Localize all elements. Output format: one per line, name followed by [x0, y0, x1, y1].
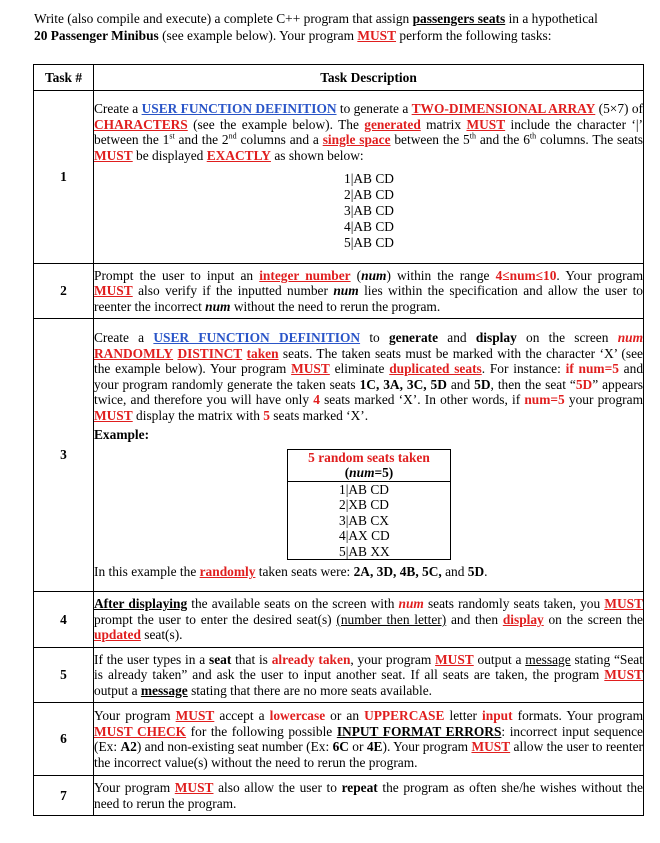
text: ) within the range [386, 267, 496, 283]
task-row-4 [34, 592, 644, 648]
text: letter [444, 708, 483, 723]
text: : incorrect input sequence (Ex: [94, 723, 643, 754]
example-box-seats [288, 481, 451, 560]
text: taken seats were: [255, 564, 354, 580]
emphasis: 5 [263, 407, 270, 423]
text: allow the user to reenter the incorrect value(s) without the need to rerun the program. [94, 739, 644, 770]
text: (see the example below). The [187, 116, 365, 132]
emphasis: MUST [604, 596, 644, 612]
task-row-1 [34, 91, 644, 264]
underlined: message [525, 651, 571, 667]
bold: INPUT FORMAT ERRORS [336, 723, 502, 739]
text: columns and a [236, 132, 323, 147]
text: stating that there are no more seats available. [187, 682, 433, 698]
task-number: 2 [34, 264, 94, 319]
emphasis: USER FUNCTION DEFINITION [141, 101, 337, 116]
text: and your program randomly generate the taken seats [94, 361, 644, 392]
emphasis: num=5 [524, 392, 565, 408]
seat-row: 4|AX CD [339, 528, 390, 544]
text: to [360, 330, 389, 346]
bold: 1C, 3A, 3C, 5D [359, 376, 447, 392]
emphasis: already taken [271, 651, 351, 667]
text: prompt the user to enter the desired seat(s) [94, 611, 337, 627]
text: be displayed [132, 147, 207, 163]
seat-row: 2|XB CD [339, 497, 389, 513]
text: to generate a [336, 101, 412, 116]
intro-text: perform the following tasks: [396, 28, 552, 43]
bold: message [140, 682, 188, 698]
superscript: th [469, 131, 476, 141]
intro-text: in a hypothetical [505, 11, 598, 26]
intro-bold: 20 Passenger Minibus [34, 28, 159, 43]
task-description [94, 703, 644, 776]
intro-must: MUST [357, 28, 397, 43]
text: and the 2 [174, 132, 229, 147]
example-label: Example: [94, 427, 150, 443]
emphasis: 4≤num≤10 [495, 267, 557, 283]
text: seats marked ‘X’. [269, 407, 369, 423]
task-row-3 [34, 319, 644, 592]
variable: num [349, 465, 375, 481]
text: your program [564, 392, 643, 408]
emphasis: MUST [466, 116, 506, 132]
task-description [94, 776, 644, 816]
header-task-num: Task # [34, 65, 94, 91]
text: on the screen [516, 330, 618, 346]
seat-matrix [344, 171, 404, 251]
example-box [287, 449, 451, 561]
text: (5×7) of [595, 101, 643, 116]
emphasis: MUST [94, 407, 133, 423]
emphasis: CHARACTERS [94, 116, 188, 132]
text: Create a [94, 101, 142, 116]
task-number: 3 [34, 319, 94, 592]
task-number: 4 [34, 592, 94, 648]
text: , your program [350, 651, 436, 667]
header-task-desc: Task Description [94, 65, 644, 91]
text: or [348, 739, 367, 754]
variable: num [333, 283, 359, 299]
task-row-2 [34, 264, 644, 319]
emphasis: MUST [94, 147, 133, 163]
text: and [438, 330, 476, 346]
task-description [94, 592, 644, 648]
example-box-title [288, 449, 451, 481]
text: and then [446, 611, 503, 627]
text: . For instance: [481, 361, 566, 377]
emphasis: TWO-DIMENSIONAL ARRAY [411, 101, 596, 116]
text: ” appears twice, and therefore you will have only [94, 376, 643, 408]
task-number: 7 [34, 776, 94, 816]
superscript: st [169, 131, 175, 141]
bold: 4E [366, 739, 383, 754]
task-row-5 [34, 648, 644, 703]
text: and [441, 564, 468, 580]
task-number: 6 [34, 703, 94, 776]
emphasis: single space [322, 132, 391, 147]
text: stating “Seat is already taken” and ask the user to input another seat. If all seats are taken, the program [94, 651, 643, 683]
seat-row: 2|AB CD [344, 187, 394, 202]
text: ). Your program [382, 739, 472, 754]
variable: num [617, 330, 643, 346]
emphasis: input [482, 708, 513, 723]
emphasis: lowercase [269, 708, 326, 723]
text: as shown below: [270, 147, 364, 163]
variable: num [205, 298, 231, 314]
text: seat(s). [140, 627, 183, 643]
intro-text: (see example below). Your program [158, 28, 358, 43]
text: lies within the specification and allow the user to reenter the incorrect [94, 283, 643, 314]
task-description [94, 91, 644, 264]
emphasis: if num=5 [565, 361, 619, 377]
intro-text: Write (also compile and execute) a complete C++ program that assign [34, 11, 413, 26]
text: also verify if the inputted number [132, 283, 334, 299]
text: on the screen the [543, 611, 643, 627]
emphasis: MUST [291, 361, 330, 377]
emphasis: taken [246, 345, 279, 361]
task-number: 1 [34, 91, 94, 264]
bold: repeat [341, 780, 378, 795]
emphasis: display [502, 611, 544, 627]
task-number: 5 [34, 648, 94, 703]
bold: 5D [467, 564, 485, 580]
seat-row: 5|AB XX [339, 543, 390, 559]
seat-row: 3|AB CX [339, 512, 389, 528]
table-header-row [34, 65, 644, 91]
task-row-7 [34, 776, 644, 816]
text: for the following possible [186, 723, 337, 739]
variable: num [361, 267, 387, 283]
task-description [94, 264, 644, 319]
text: also allow the user to [213, 780, 342, 795]
text: without the need to rerun the program. [230, 298, 441, 314]
underlined: (number then letter) [336, 611, 447, 627]
text: matrix [420, 116, 467, 132]
text: . [484, 564, 488, 580]
text: ( [344, 465, 350, 481]
text: output a [94, 682, 141, 698]
text: the available seats on the screen with [187, 596, 399, 612]
emphasis: integer number [259, 267, 351, 283]
emphasis: MUST [174, 780, 214, 795]
emphasis: 5D [575, 376, 593, 392]
text: In this example the [94, 564, 200, 580]
text: . Your program [556, 267, 643, 283]
emphasis: MUST [94, 283, 133, 299]
emphasis: generated [364, 116, 421, 132]
text: between the 5 [390, 132, 470, 147]
seat-row: 1|AB CD [344, 171, 394, 186]
bold: After displaying [94, 596, 188, 612]
bold: A2 [120, 739, 137, 754]
intro-emphasis: passengers seats [412, 11, 506, 26]
emphasis: duplicated seats [389, 361, 482, 377]
text: accept a [214, 708, 270, 723]
text: ( [350, 267, 362, 283]
emphasis: MUST [435, 651, 474, 667]
bold: 2A, 3D, 4B, 5C, [353, 564, 442, 580]
bold: display [475, 330, 517, 346]
text: seats randomly seats taken, you [423, 596, 605, 612]
superscript: th [529, 131, 537, 141]
bold: 6C [332, 739, 349, 754]
text: Create a [94, 330, 154, 346]
seat-row: 3|AB CD [344, 203, 394, 218]
text: output a [473, 651, 526, 667]
text: Your program [94, 708, 176, 723]
emphasis: EXACTLY [206, 147, 271, 163]
text: that is [231, 651, 272, 667]
text: formats. Your program [512, 708, 644, 723]
text: eliminate [329, 361, 390, 377]
text: If the user types in a [94, 651, 209, 667]
seat-row: 5|AB CD [344, 235, 394, 250]
task-description [94, 648, 644, 703]
emphasis: MUST [471, 739, 511, 754]
text: and the 6 [475, 132, 530, 147]
example-footnote [94, 564, 643, 580]
text: the program as often she/he wishes without the need to rerun the program. [94, 780, 643, 811]
text: , then the seat “ [490, 376, 576, 392]
emphasis: DISTINCT [177, 345, 243, 361]
text: display the matrix with [132, 407, 264, 423]
emphasis: MUST CHECK [94, 723, 187, 739]
text: columns. The seats [536, 132, 644, 147]
emphasis: RANDOMLY [94, 345, 174, 361]
bold: seat [208, 651, 232, 667]
emphasis: MUST [175, 708, 215, 723]
text: Prompt the user to input an [94, 267, 260, 283]
example-title: 5 random seats taken [308, 449, 430, 465]
text: Your program [94, 780, 175, 795]
seat-row: 4|AB CD [344, 219, 394, 234]
intro-paragraph [34, 10, 634, 44]
task-table [33, 64, 644, 816]
emphasis: randomly [199, 564, 256, 580]
emphasis: 4 [313, 392, 320, 408]
superscript: nd [228, 131, 237, 141]
text: and [446, 376, 475, 392]
text: seats marked ‘X’. In other words, if [319, 392, 525, 408]
variable: num [398, 596, 424, 612]
emphasis: updated [94, 627, 141, 643]
text: =5) [374, 465, 394, 481]
task-row-6 [34, 703, 644, 776]
emphasis: USER FUNCTION DEFINITION [153, 330, 361, 346]
seat-row: 1|AB CD [339, 481, 389, 497]
emphasis: UPPERCASE [364, 708, 445, 723]
bold: generate [388, 330, 439, 346]
text: seats. The taken seats must be marked with the character ‘X’ (see the example below). Your program [94, 345, 643, 377]
text: include the character ‘|’ between the 1 [94, 116, 643, 147]
bold: 5D [474, 376, 491, 392]
task-description [94, 319, 644, 592]
text: ) and non-existing seat number (Ex: [136, 739, 333, 754]
text: or an [325, 708, 365, 723]
emphasis: MUST [604, 667, 643, 683]
